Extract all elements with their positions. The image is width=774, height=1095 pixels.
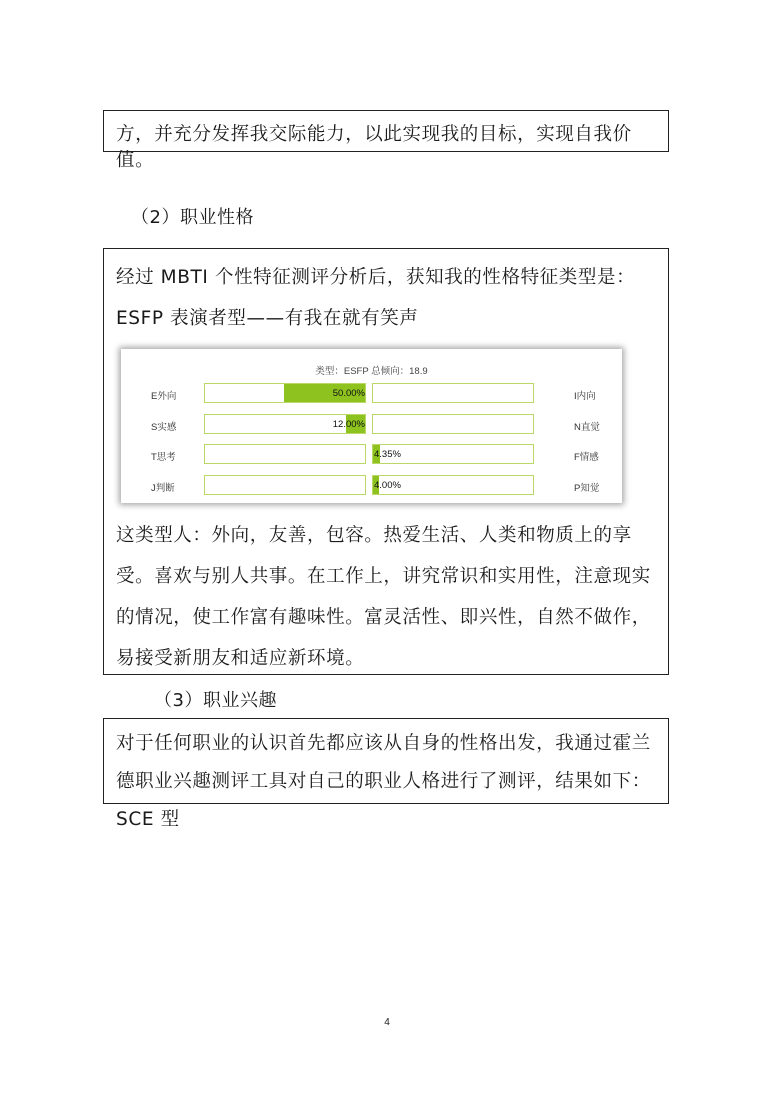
paragraph-type-description: 这类型人：外向，友善，包容。热爱生活、人类和物质上的享受。喜欢与别人共事。在工作上，讲究常识和实用性，注意现实的情况，使工作富有趣味性。富灵活性、即兴性，自然不做作，易接受新朋友和适应新环境。 [116, 525, 651, 669]
text-box-career-interest [103, 718, 669, 830]
chart-row [121, 383, 622, 405]
chart-track-left [204, 444, 366, 464]
chart-right-label: N直觉 [574, 421, 600, 433]
chart-track-left [204, 475, 366, 495]
chart-left-label: J判断 [151, 482, 175, 494]
chart-track-left [204, 414, 366, 434]
text-box-career-personality [103, 248, 669, 675]
text-box-career-goal [103, 110, 669, 171]
chart-right-label: P知觉 [574, 482, 600, 494]
chart-row [121, 444, 622, 466]
chart-right-label: F情感 [574, 452, 599, 463]
chart-track-left [204, 383, 366, 403]
chart-value-label: 50.00% [332, 388, 365, 399]
chart-value-label: 12.00% [332, 418, 365, 430]
chart-track-right [372, 475, 534, 495]
heading-career-personality: （2）职业性格 [131, 207, 254, 228]
chart-row [121, 475, 622, 497]
paragraph-holland-test: 对于任何职业的认识首先都应该从自身的性格出发，我通过霍兰德职业兴趣测评工具对自己的职业人格进行了测评，结果如下：SCE 型 [116, 733, 651, 830]
chart-left-label: E外向 [151, 391, 177, 402]
chart-left-label: S实感 [151, 421, 177, 433]
chart-track-right [372, 444, 534, 464]
chart-value-label: 4.35% [374, 449, 401, 460]
chart-track-right [372, 383, 534, 403]
paragraph-goal: 方，并充分发挥我交际能力，以此实现我的目标，实现自我价值。 [116, 124, 632, 171]
chart-left-label: T思考 [151, 452, 176, 463]
page-number: 4 [384, 1017, 390, 1028]
heading-career-interest: （3）职业兴趣 [154, 690, 277, 711]
chart-title: 类型：ESFP 总倾向：18.9 [315, 366, 428, 377]
chart-row [121, 414, 622, 436]
chart-track-right [372, 414, 534, 434]
mbti-chart [121, 349, 622, 503]
chart-value-label: 4.00% [374, 479, 401, 491]
paragraph-mbti-intro: 经过 MBTI 个性特征测评分析后，获知我的性格特征类型是：ESFP 表演者型——有我在就有笑声 [116, 267, 636, 329]
chart-right-label: I内向 [574, 391, 596, 402]
